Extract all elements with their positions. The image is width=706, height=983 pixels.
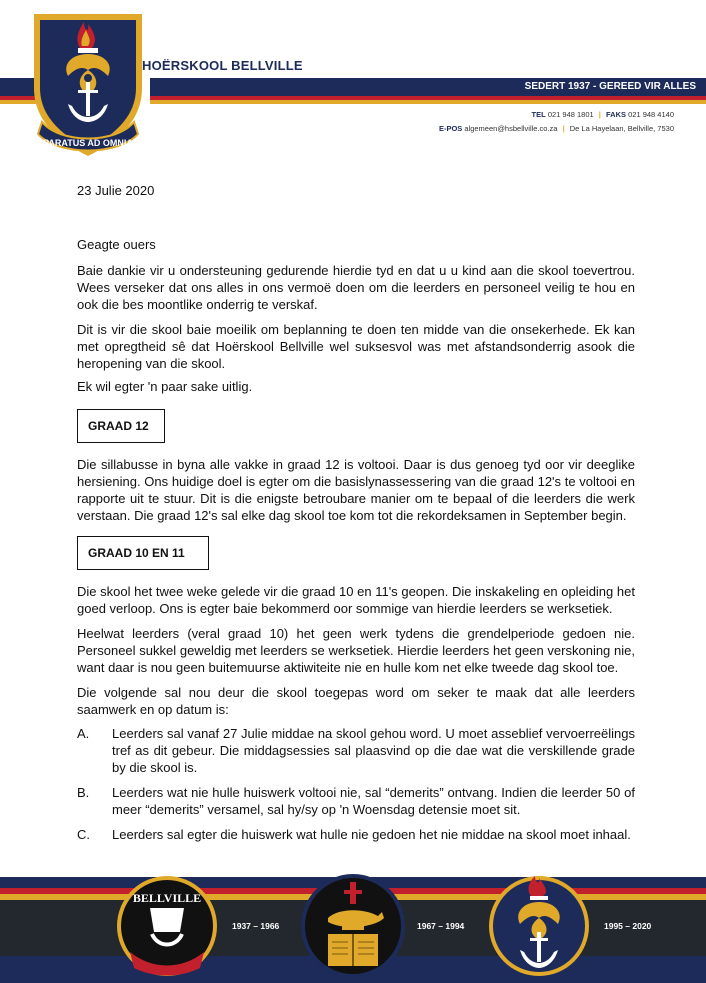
email-label: E-POS xyxy=(438,124,463,133)
contact-email-address xyxy=(439,124,674,133)
separator: | xyxy=(562,124,565,133)
list-item-text: Leerders sal egter die huiswerk wat hulle nie gedoen het nie middae na skool moet inhaal. xyxy=(112,827,631,842)
letter-date: 23 Julie 2020 xyxy=(77,183,155,198)
list-item-letter: B. xyxy=(77,785,90,800)
badge-1995-icon xyxy=(484,870,594,980)
tel-number: 021 948 1801 xyxy=(547,110,594,119)
salutation: Geagte ouers xyxy=(77,237,156,252)
email-address[interactable]: algemeen@hsbellville.co.za xyxy=(464,124,558,133)
badge-1-text: BELLVILLE xyxy=(132,891,202,905)
badge-1937-icon xyxy=(112,872,222,980)
heading-graad-12: GRAAD 12 xyxy=(77,409,165,443)
paragraph-6: Heelwat leerders (veral graad 10) het geen werk tydens die grendelperiode gedoen nie. Personeel sukkel geweldig met leerders se werksetiek. Hierdie leerders het geen verskoning nie, want daar is nou geen buitemuurse aktiwiteite nie en hulle kom net elke tweede dag skool toe. xyxy=(77,626,635,675)
postal-address: De La Hayelaan, Bellville, 7530 xyxy=(569,124,674,133)
school-motto: SEDERT 1937 - GEREED VIR ALLES xyxy=(524,81,696,92)
paragraph-7: Die volgende sal nou deur die skool toegepas word om seker te maak dat alle leerders saamwerk en op datum is: xyxy=(77,685,635,717)
era-label-1: 1937 – 1966 xyxy=(232,921,280,931)
paragraph-1: Baie dankie vir u ondersteuning gedurende hierdie tyd en dat u u kind aan die skool toevertrou. Wees verseker dat ons alles in ons vermoë doen om die leerders en personeel veilig te hou en ook die bes moontlike onderrig te verskaf. xyxy=(77,263,635,312)
era-label-3: 1995 – 2020 xyxy=(604,921,652,931)
header-band-gold xyxy=(150,100,706,104)
list-item-letter: C. xyxy=(77,827,90,842)
fax-number: 021 948 4140 xyxy=(628,110,674,119)
paragraph-2: Dit is vir die skool baie moeilik om beplanning te doen ten midde van die onsekerhede. Ek kan met opregtheid sê dat Hoërskool Bellville wel suksesvol was met afstandsonderrig asook die heropening van die skool. xyxy=(77,322,635,371)
crest-motto: PARATUS AD OMNIA xyxy=(43,138,133,148)
separator: | xyxy=(598,110,601,119)
heading-graad-10-11: GRAAD 10 EN 11 xyxy=(77,536,209,570)
list-item-letter: A. xyxy=(77,726,90,741)
paragraph-3: Ek wil egter 'n paar sake uitlig. xyxy=(77,379,253,394)
list-item-text: Leerders sal vanaf 27 Julie middae na skool gehou word. U moet asseblief vervoerreëlings tref as dit gebeur. Die middagsessies sal plaasvind op die dae wat die verskillende grade by die skool is. xyxy=(112,726,635,775)
fax-label: FAKS xyxy=(606,110,627,119)
paragraph-4: Die sillabusse in byna alle vakke in graad 12 is voltooi. Daar is dus genoeg tyd oor vir deeglike hersiening. Ons huidige doel is egter om die basislynassessering van die graad 12's te voltooi en rapporte uit te stuur. Dit is die enigste betroubare manier om te bepaal of die leerders die werk verstaan. Die graad 12's sal elke dag skool toe kom tot die rekordeksamen in September begin. xyxy=(77,457,635,523)
contact-phone-fax xyxy=(532,110,674,119)
paragraph-5: Die skool het twee weke gelede vir die graad 10 en 11's geopen. Die inskakeling en opleiding het goed verloop. Ons is egter baie bekommerd oor sommige van hierdie leerders se werksetiek. xyxy=(77,584,635,616)
badge-1967-icon xyxy=(298,868,408,980)
era-label-2: 1967 – 1994 xyxy=(417,921,465,931)
list-item-text: Leerders wat nie hulle huiswerk voltooi nie, sal “demerits” ontvang. Indien die leerder 50 of meer “demerits” versamel, sal hy/sy op 'n Woensdag detensie moet sit. xyxy=(112,785,635,817)
school-name: HOËRSKOOL BELLVILLE xyxy=(142,58,303,73)
tel-label: TEL xyxy=(531,110,546,119)
school-crest-icon xyxy=(28,10,148,160)
